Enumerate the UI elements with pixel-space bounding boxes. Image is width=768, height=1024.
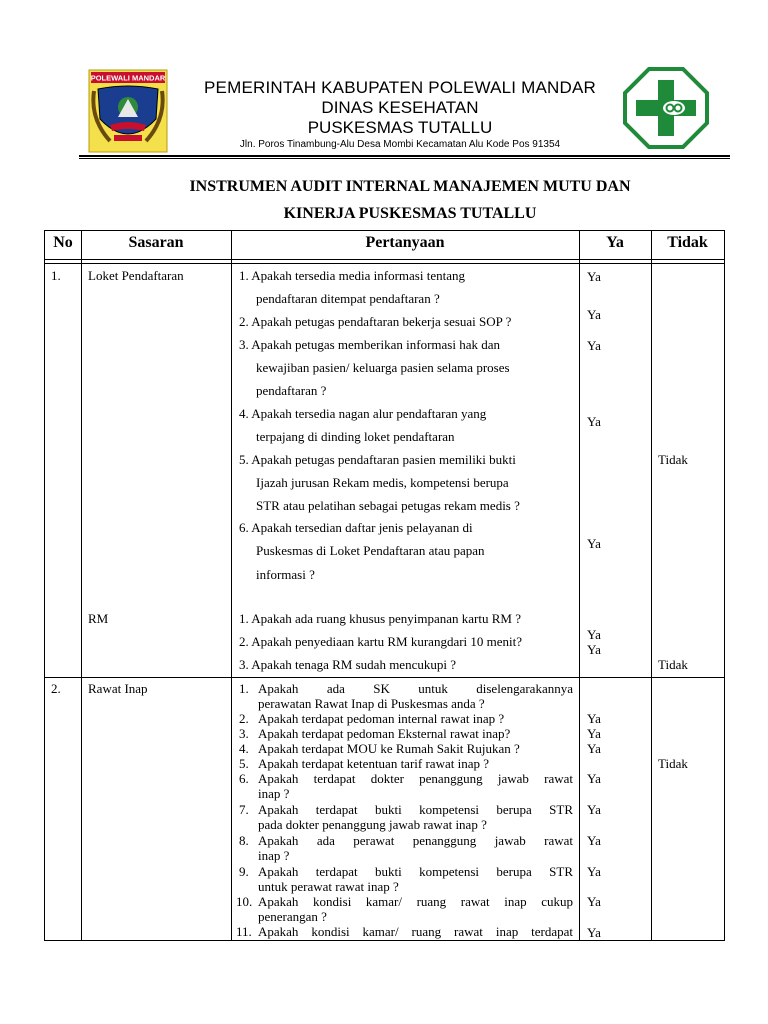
document-title-line1: INSTRUMEN AUDIT INTERNAL MANAJEMEN MUTU DAN <box>189 178 631 195</box>
header-address: Jln. Poros Tinambung-Alu Desa Mombi Kecamatan Alu Kode Pos 91354 <box>239 139 561 150</box>
answer-ya: Ya <box>587 726 601 741</box>
answer-ya: Ya <box>587 925 601 940</box>
question-number: 2. <box>239 711 249 726</box>
question-text: inap ? <box>258 848 290 863</box>
header-rule-thin <box>79 158 730 159</box>
question-text: 2. Apakah petugas pendaftaran bekerja sesuai SOP ? <box>239 314 512 329</box>
question-text: pendaftaran ? <box>256 383 327 398</box>
col-line <box>231 230 232 941</box>
table-border-bottom <box>44 940 725 941</box>
question-number: 3. <box>239 726 249 741</box>
answer-ya: Ya <box>587 414 601 429</box>
answer-ya: Ya <box>587 338 601 353</box>
row1-no: 1. <box>51 268 61 283</box>
question-text: Apakah kondisi kamar/ ruang rawat inap cukup <box>258 894 573 909</box>
question-text: terpajang di dinding loket pendaftaran <box>256 429 455 444</box>
question-text: inap ? <box>258 786 290 801</box>
question-text: Apakah terdapat bukti kompetensi berupa STR <box>258 864 573 879</box>
puskesmas-logo <box>622 66 710 150</box>
question-text: Apakah terdapat dokter penanggung jawab rawat <box>258 771 573 786</box>
question-text: Apakah kondisi kamar/ ruang rawat inap terdapat <box>258 924 573 939</box>
answer-ya: Ya <box>587 802 601 817</box>
question-number: 8. <box>239 833 249 848</box>
answer-tidak: Tidak <box>658 452 688 467</box>
answer-ya: Ya <box>587 642 601 657</box>
question-text: perawatan Rawat Inap di Puskesmas anda ? <box>258 696 485 711</box>
question-text: 6. Apakah tersedian daftar jenis pelayanan di <box>239 520 473 535</box>
answer-ya: Ya <box>587 711 601 726</box>
question-text: Apakah terdapat pedoman internal rawat inap ? <box>258 711 505 726</box>
question-text: informasi ? <box>256 567 315 582</box>
answer-ya: Ya <box>587 269 601 284</box>
row1-sasaran-loket: Loket Pendaftaran <box>88 268 184 283</box>
answer-ya: Ya <box>587 536 601 551</box>
answer-ya: Ya <box>587 771 601 786</box>
question-text: Ijazah jurusan Rekam medis, kompetensi berupa <box>256 475 509 490</box>
question-number: 9. <box>239 864 249 879</box>
question-text: Apakah ada perawat penanggung jawab rawat <box>258 833 573 848</box>
col-header-ya: Ya <box>606 234 624 251</box>
question-number: 5. <box>239 756 249 771</box>
question-number: 11. <box>236 924 252 939</box>
header-government: PEMERINTAH KABUPATEN POLEWALI MANDAR <box>204 78 596 97</box>
col-header-sasaran: Sasaran <box>128 234 184 251</box>
question-number: 1. <box>239 681 249 696</box>
header-puskesmas: PUSKESMAS TUTALLU <box>307 118 493 137</box>
row2-sasaran: Rawat Inap <box>88 681 148 696</box>
row2-no: 2. <box>51 681 61 696</box>
answer-tidak: Tidak <box>658 657 688 672</box>
svg-text:POLEWALI MANDAR: POLEWALI MANDAR <box>90 73 166 83</box>
answer-ya: Ya <box>587 307 601 322</box>
col-line <box>44 230 45 941</box>
polewali-mandar-emblem <box>88 69 168 153</box>
question-number: 7. <box>239 802 249 817</box>
answer-tidak: Tidak <box>658 756 688 771</box>
question-text: Apakah terdapat ketentuan tarif rawat inap ? <box>258 756 489 771</box>
question-text: pada dokter penanggung jawab rawat inap ? <box>258 817 487 832</box>
question-text: 4. Apakah tersedia nagan alur pendaftaran yang <box>239 406 487 421</box>
col-line <box>579 230 580 941</box>
col-header-pertanyaan: Pertanyaan <box>365 234 445 251</box>
question-text: penerangan ? <box>258 909 327 924</box>
answer-ya: Ya <box>587 894 601 909</box>
question-text: 3. Apakah tenaga RM sudah mencukupi ? <box>239 657 456 672</box>
question-text: Apakah terdapat MOU ke Rumah Sakit Rujukan ? <box>258 741 520 756</box>
question-number: 10. <box>236 894 253 909</box>
question-text: 3. Apakah petugas memberikan informasi hak dan <box>239 337 501 352</box>
question-text: STR atau pelatihan sebagai petugas rekam medis ? <box>256 498 520 513</box>
question-text: Apakah terdapat pedoman Eksternal rawat inap? <box>258 726 511 741</box>
header-department: DINAS KESEHATAN <box>321 98 479 117</box>
question-text: 2. Apakah penyediaan kartu RM kurangdari 10 menit? <box>239 634 523 649</box>
answer-ya: Ya <box>587 741 601 756</box>
question-text: Apakah ada SK untuk diselengarakannya <box>258 681 573 696</box>
question-text: Puskesmas di Loket Pendaftaran atau papan <box>256 543 485 558</box>
row1-sasaran-rm: RM <box>88 611 109 626</box>
col-line <box>651 230 652 941</box>
question-text: 5. Apakah petugas pendaftaran pasien memiliki bukti <box>239 452 516 467</box>
col-header-no: No <box>53 234 73 251</box>
col-line <box>724 230 725 941</box>
question-text: 1. Apakah ada ruang khusus penyimpanan kartu RM ? <box>239 611 521 626</box>
answer-ya: Ya <box>587 627 601 642</box>
document-title-line2: KINERJA PUSKESMAS TUTALLU <box>283 205 537 222</box>
question-text: pendaftaran ditempat pendaftaran ? <box>256 291 440 306</box>
question-number: 4. <box>239 741 249 756</box>
question-number: 6. <box>239 771 249 786</box>
answer-ya: Ya <box>587 864 601 879</box>
table-border-top <box>44 230 725 231</box>
row-divider <box>44 677 725 678</box>
question-text: kewajiban pasien/ keluarga pasien selama proses <box>256 360 510 375</box>
col-line <box>81 230 82 941</box>
question-text: Apakah terdapat bukti kompetensi berupa STR <box>258 802 573 817</box>
col-header-tidak: Tidak <box>667 234 708 251</box>
header-rule-thick <box>79 155 730 157</box>
question-text: 1. Apakah tersedia media informasi tentang <box>239 268 465 283</box>
header-divider <box>44 259 725 260</box>
answer-ya: Ya <box>587 833 601 848</box>
question-text: untuk perawat rawat inap ? <box>258 879 399 894</box>
header-divider-double <box>44 263 725 264</box>
